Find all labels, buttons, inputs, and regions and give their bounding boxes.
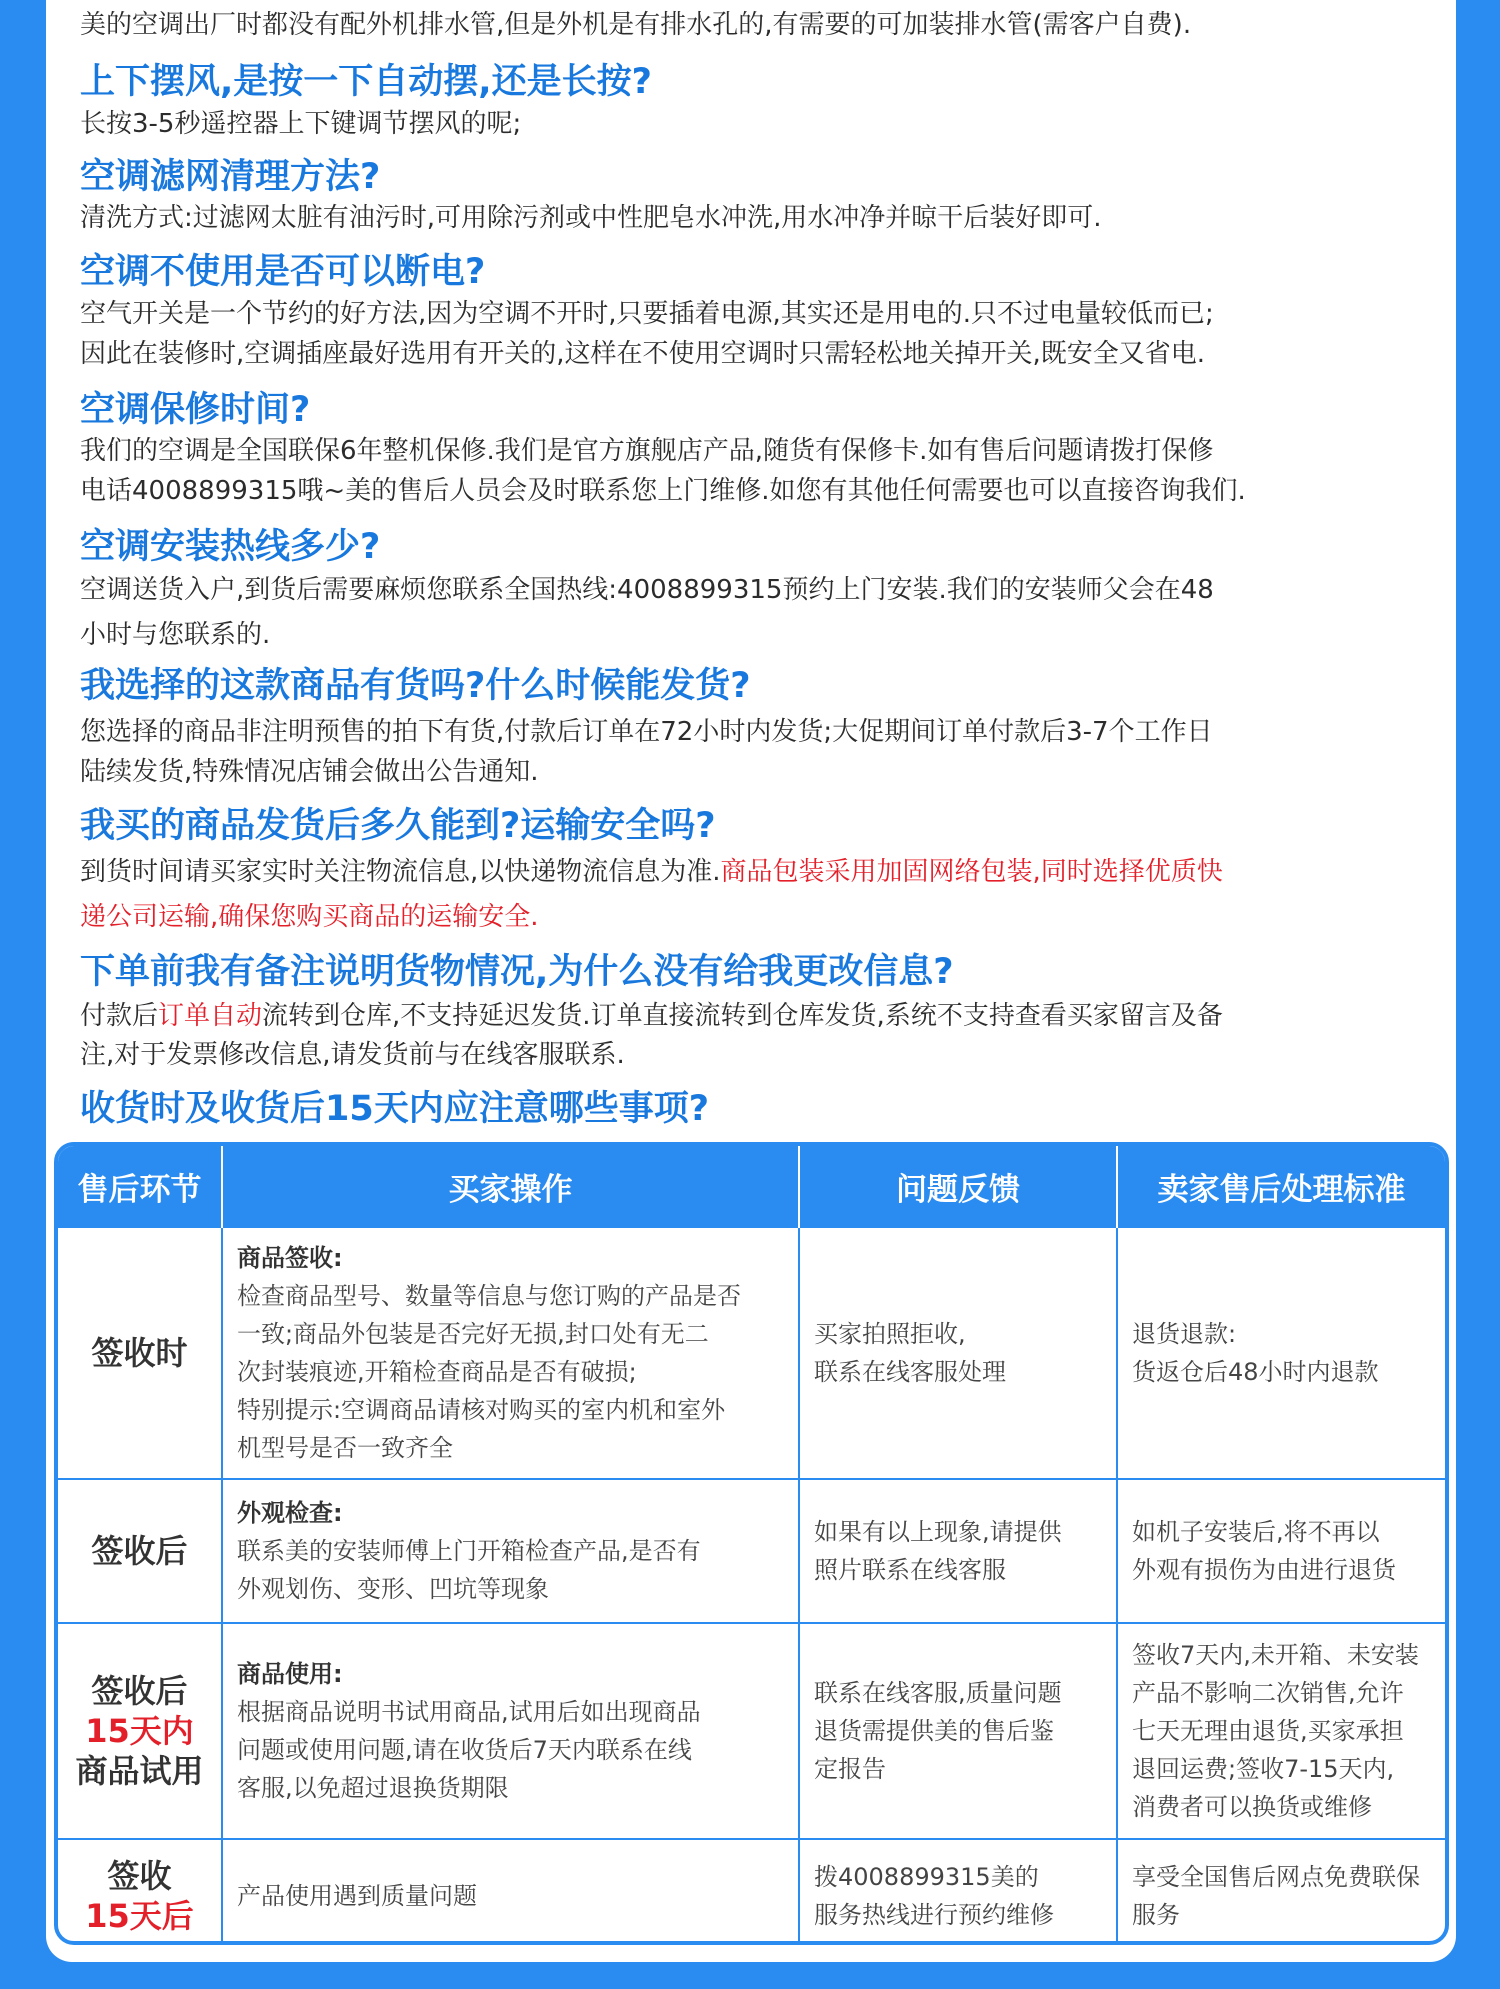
buyer-action-cell: 产品使用遇到质量问题 (222, 1839, 799, 1945)
seller-standard-line: 享受全国售后网点免费联保 (1132, 1863, 1420, 1891)
faq-answer (80, 853, 1223, 891)
stage-cell: 签收时 (58, 1227, 222, 1479)
seller-standard-line: 服务 (1132, 1901, 1180, 1929)
buyer-action-line: 次封装痕迹,开箱检查商品是否有破损; (237, 1358, 637, 1386)
seller-standard-line: 消费者可以换货或维修 (1132, 1793, 1372, 1821)
table-row (58, 1227, 1445, 1479)
seller-standard-line: 七天无理由退货,买家承担 (1132, 1717, 1404, 1745)
feedback-line: 照片联系在线客服 (814, 1556, 1006, 1584)
seller-standard-line: 产品不影响二次销售,允许 (1132, 1679, 1404, 1707)
faq-answer-highlight: 递公司运输,确保您购买商品的运输安全. (80, 902, 539, 932)
feedback-line: 如果有以上现象,请提供 (814, 1518, 1062, 1546)
faq-answer-highlight: 订单自动 (158, 1001, 263, 1031)
feedback-line: 买家拍照拒收, (814, 1320, 966, 1348)
feedback-cell (799, 1839, 1117, 1945)
faq-answer-text: 流转到仓库,不支持延迟发货.订单直接流转到仓库发货,系统不支持查看买家留言及备 (262, 1001, 1223, 1031)
faq-answer: 美的空调出厂时都没有配外机排水管,但是外机是有排水孔的,有需要的可加装排水管(需客户自费). (80, 10, 1192, 40)
buyer-action-title: 外观检查: (237, 1499, 343, 1527)
stage-line-highlight: 15天内 (85, 1712, 194, 1750)
buyer-action-line: 根据商品说明书试用商品,试用后如出现商品 (237, 1698, 701, 1726)
table-row (58, 1623, 1445, 1839)
stage-line: 商品试用 (75, 1752, 204, 1790)
feedback-cell (799, 1479, 1117, 1623)
faq-answer: 空气开关是一个节约的好方法,因为空调不开时,只要插着电源,其实还是用电的.只不过电量较低而已; (80, 299, 1214, 329)
feedback-line: 服务热线进行预约维修 (814, 1901, 1054, 1929)
seller-standard-line: 退回运费;签收7-15天内, (1132, 1755, 1395, 1783)
after-sales-table (54, 1142, 1449, 1945)
faq-question: 我选择的这款商品有货吗?什么时候能发货? (80, 666, 751, 706)
buyer-action-line: 问题或使用问题,请在收货后7天内联系在线 (237, 1736, 692, 1764)
faq-answer-text: 付款后 (80, 1001, 159, 1031)
buyer-action-title: 商品签收: (237, 1244, 343, 1272)
seller-standard-line: 如机子安装后,将不再以 (1132, 1518, 1380, 1546)
buyer-action-cell (222, 1227, 799, 1479)
faq-question: 收货时及收货后15天内应注意哪些事项? (80, 1089, 710, 1129)
faq-question: 空调保修时间? (80, 390, 311, 430)
stage-line: 签收 (107, 1857, 172, 1895)
faq-answer: 因此在装修时,空调插座最好选用有开关的,这样在不使用空调时只需轻松地关掉开关,既安全又省电. (80, 339, 1206, 369)
faq-question: 我买的商品发货后多久能到?运输安全吗? (80, 806, 716, 846)
buyer-action-line: 外观划伤、变形、凹坑等现象 (237, 1575, 549, 1603)
seller-standard-line: 外观有损伤为由进行退货 (1132, 1556, 1396, 1584)
buyer-action-line: 一致;商品外包装是否完好无损,封口处有无二 (237, 1320, 709, 1348)
content-panel (46, 0, 1456, 1962)
stage-line-highlight: 15天后 (85, 1897, 194, 1935)
faq-answer: 注,对于发票修改信息,请发货前与在线客服联系. (80, 1040, 625, 1070)
stage-cell (58, 1623, 222, 1839)
seller-standard-cell (1117, 1623, 1445, 1839)
faq-answer: 长按3-5秒遥控器上下键调节摆风的呢; (80, 109, 522, 139)
buyer-action-line: 检查商品型号、数量等信息与您订购的产品是否 (237, 1282, 741, 1310)
header-feedback: 问题反馈 (799, 1146, 1117, 1227)
seller-standard-cell (1117, 1839, 1445, 1945)
feedback-line: 联系在线客服,质量问题 (814, 1679, 1062, 1707)
faq-question: 上下摆风,是按一下自动摆,还是长按? (80, 62, 652, 102)
feedback-line: 拨4008899315美的 (814, 1863, 1039, 1891)
feedback-cell (799, 1623, 1117, 1839)
header-seller-standard: 卖家售后处理标准 (1117, 1146, 1445, 1227)
table-row (58, 1839, 1445, 1945)
faq-answer-highlight: 商品包装采用加固网络包装,同时选择优质快 (720, 857, 1223, 887)
buyer-action-line: 客服,以免超过退换货期限 (237, 1774, 509, 1802)
table-header-row (58, 1146, 1445, 1227)
faq-answer: 电话4008899315哦~美的售后人员会及时联系您上门维修.如您有其他任何需要也可以直接咨询我们. (80, 476, 1246, 506)
seller-standard-line: 货返仓后48小时内退款 (1132, 1358, 1379, 1386)
seller-standard-cell (1117, 1227, 1445, 1479)
table-row (58, 1479, 1445, 1623)
faq-answer: 小时与您联系的. (80, 620, 271, 650)
seller-standard-cell (1117, 1479, 1445, 1623)
seller-standard-line: 退货退款: (1132, 1320, 1237, 1348)
stage-cell: 签收后 (58, 1479, 222, 1623)
buyer-action-cell (222, 1479, 799, 1623)
faq-answer: 我们的空调是全国联保6年整机保修.我们是官方旗舰店产品,随货有保修卡.如有售后问题请拨打保修 (80, 436, 1214, 466)
buyer-action-line: 联系美的安装师傅上门开箱检查产品,是否有 (237, 1537, 701, 1565)
buyer-action-line: 特别提示:空调商品请核对购买的室内机和室外 (237, 1396, 726, 1424)
feedback-line: 联系在线客服处理 (814, 1358, 1006, 1386)
stage-line: 签收后 (91, 1672, 188, 1710)
seller-standard-line: 签收7天内,未开箱、未安装 (1132, 1641, 1419, 1669)
faq-answer: 空调送货入户,到货后需要麻烦您联系全国热线:4008899315预约上门安装.我们的安装师父会在48 (80, 575, 1214, 605)
feedback-cell (799, 1227, 1117, 1479)
stage-cell (58, 1839, 222, 1945)
faq-answer-text: 到货时间请买家实时关注物流信息,以快递物流信息为准. (80, 857, 721, 887)
faq-question: 下单前我有备注说明货物情况,为什么没有给我更改信息? (80, 952, 954, 992)
faq-answer: 陆续发货,特殊情况店铺会做出公告通知. (80, 757, 539, 787)
faq-answer: 清洗方式:过滤网太脏有油污时,可用除污剂或中性肥皂水冲洗,用水冲净并晾干后装好即可. (80, 203, 1102, 233)
buyer-action-cell (222, 1623, 799, 1839)
header-stage: 售后环节 (58, 1146, 222, 1227)
faq-answer (80, 997, 1223, 1035)
faq-question: 空调滤网清理方法? (80, 157, 381, 197)
faq-answer: 您选择的商品非注明预售的拍下有货,付款后订单在72小时内发货;大促期间订单付款后3-7个工作日 (80, 717, 1213, 747)
header-buyer-action: 买家操作 (222, 1146, 799, 1227)
buyer-action-title: 商品使用: (237, 1660, 343, 1688)
buyer-action-line: 机型号是否一致齐全 (237, 1434, 453, 1462)
feedback-line: 退货需提供美的售后鉴 (814, 1717, 1054, 1745)
faq-question: 空调安装热线多少? (80, 527, 381, 567)
faq-question: 空调不使用是否可以断电? (80, 252, 486, 292)
feedback-line: 定报告 (814, 1755, 886, 1783)
